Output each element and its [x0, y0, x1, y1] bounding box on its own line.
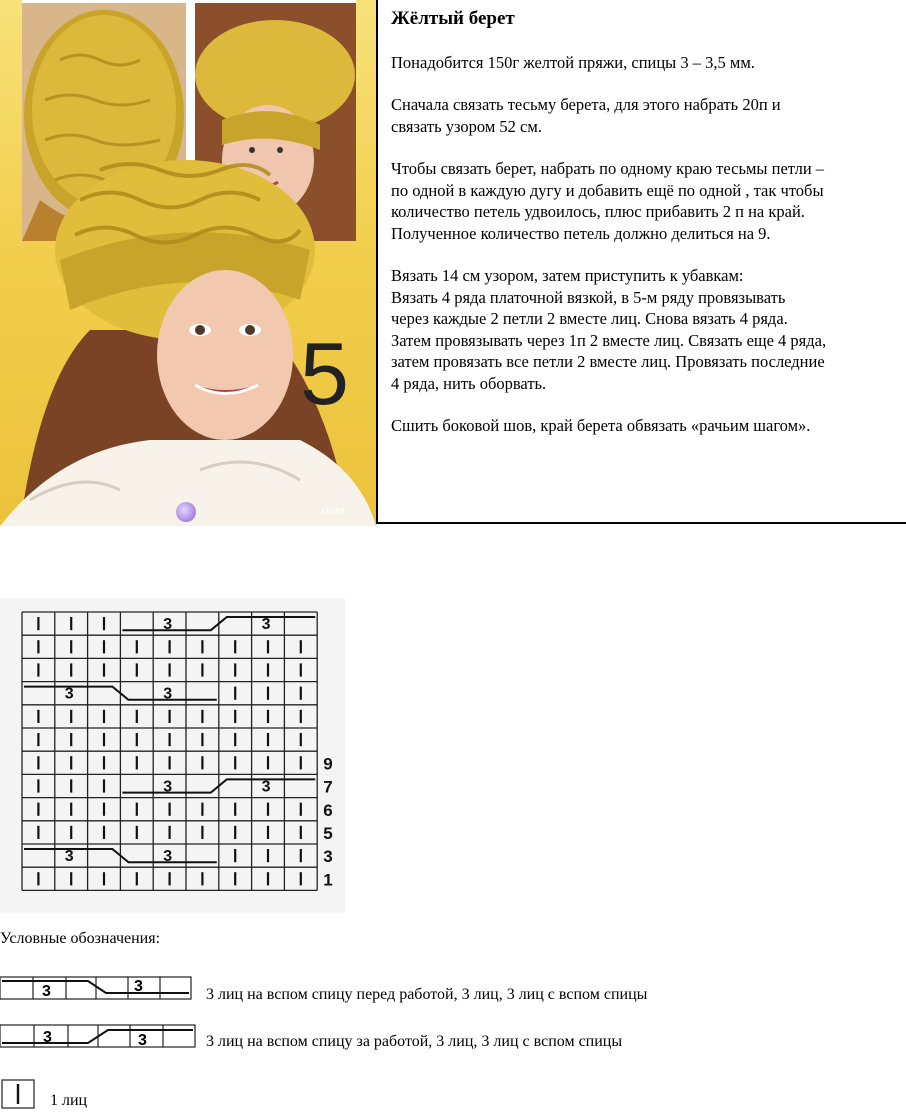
cable-front-number-2: 3 [134, 978, 143, 995]
legend-item-cable-back [0, 1023, 760, 1051]
chart-row-number: 3 [323, 847, 333, 867]
beret-photo [0, 0, 376, 526]
chart-cable-number: 3 [163, 616, 173, 633]
article-paragraph-band: Сначала связать тесьму берета, для этого набрать 20п и связать узором 52 см. [391, 95, 781, 136]
legend-item-knit [0, 1076, 200, 1110]
article-paragraph-body: Чтобы связать берет, набрать по одному краю тесьмы петли – по одной в каждую дугу и добавить ещё по одной , так чтобы количество петель удвоилось, плюс прибавить 2 п на край. Полученное количество петель должно делиться на 9. [391, 159, 825, 243]
chart-row-number: 9 [323, 754, 333, 774]
cable-back-symbol [0, 1023, 198, 1051]
cable-front-symbol [0, 976, 195, 1002]
article-paragraph-decrease: Вязать 14 см узором, затем приступить к убавкам: Вязать 4 ряда платочной вязкой, в 5-м ряду провязывать через каждые 2 петли 2 вместе лиц. Снова вязать 4 ряда. Затем провязывать через 1п 2 вместе лиц. Связать еще 4 ряда, затем провязать все петли 2 вместе лиц. Провязать последние 4 ряда, нить оборвать. [391, 266, 827, 393]
knit-symbol [0, 1076, 40, 1110]
cable-back-number: 3 [43, 1029, 52, 1046]
bullet-icon [176, 502, 196, 522]
article-paragraph-finishing: Сшить боковой шов, край берета обвязать «рачьим шагом». [391, 416, 811, 435]
issue-number: 5 [300, 324, 349, 423]
legend-title: Условные обозначения: [0, 930, 161, 947]
chart-row-number: 7 [323, 777, 333, 797]
chart-cable-number: 3 [64, 848, 74, 865]
knitting-chart [0, 598, 345, 913]
legend-text-cable-front: 3 лиц на вспом спицу перед работой, 3 лиц, 3 лиц с вспом спицы [206, 986, 648, 1003]
chart-cable-number: 3 [163, 848, 173, 865]
photo-credit: Dalidf [322, 506, 346, 516]
cable-front-number: 3 [42, 983, 51, 1000]
article-paragraph-materials: Понадобится 150г желтой пряжи, спицы 3 – 3,5 мм. [391, 52, 755, 72]
chart-cable-number: 3 [261, 778, 271, 796]
chart-cable-number: 3 [64, 685, 74, 703]
chart-cable-number: 3 [163, 685, 173, 703]
legend-text-knit: 1 лиц [50, 1092, 88, 1109]
cable-back-number-2: 3 [138, 1032, 147, 1049]
chart-row-number: 1 [323, 870, 333, 890]
chart-row-number: 6 [323, 800, 333, 820]
chart-row-number: 5 [323, 824, 333, 843]
article-title: Жёлтый берет [391, 8, 515, 29]
beret-illustration [0, 0, 376, 526]
chart-cable-number: 3 [261, 616, 271, 633]
legend-item-cable-front [0, 976, 760, 1002]
chart-cable-number: 3 [163, 778, 173, 796]
legend-text-cable-back: 3 лиц на вспом спицу за работой, 3 лиц, 3 лиц с вспом спицы [206, 1033, 623, 1050]
article-panel [376, 0, 906, 524]
